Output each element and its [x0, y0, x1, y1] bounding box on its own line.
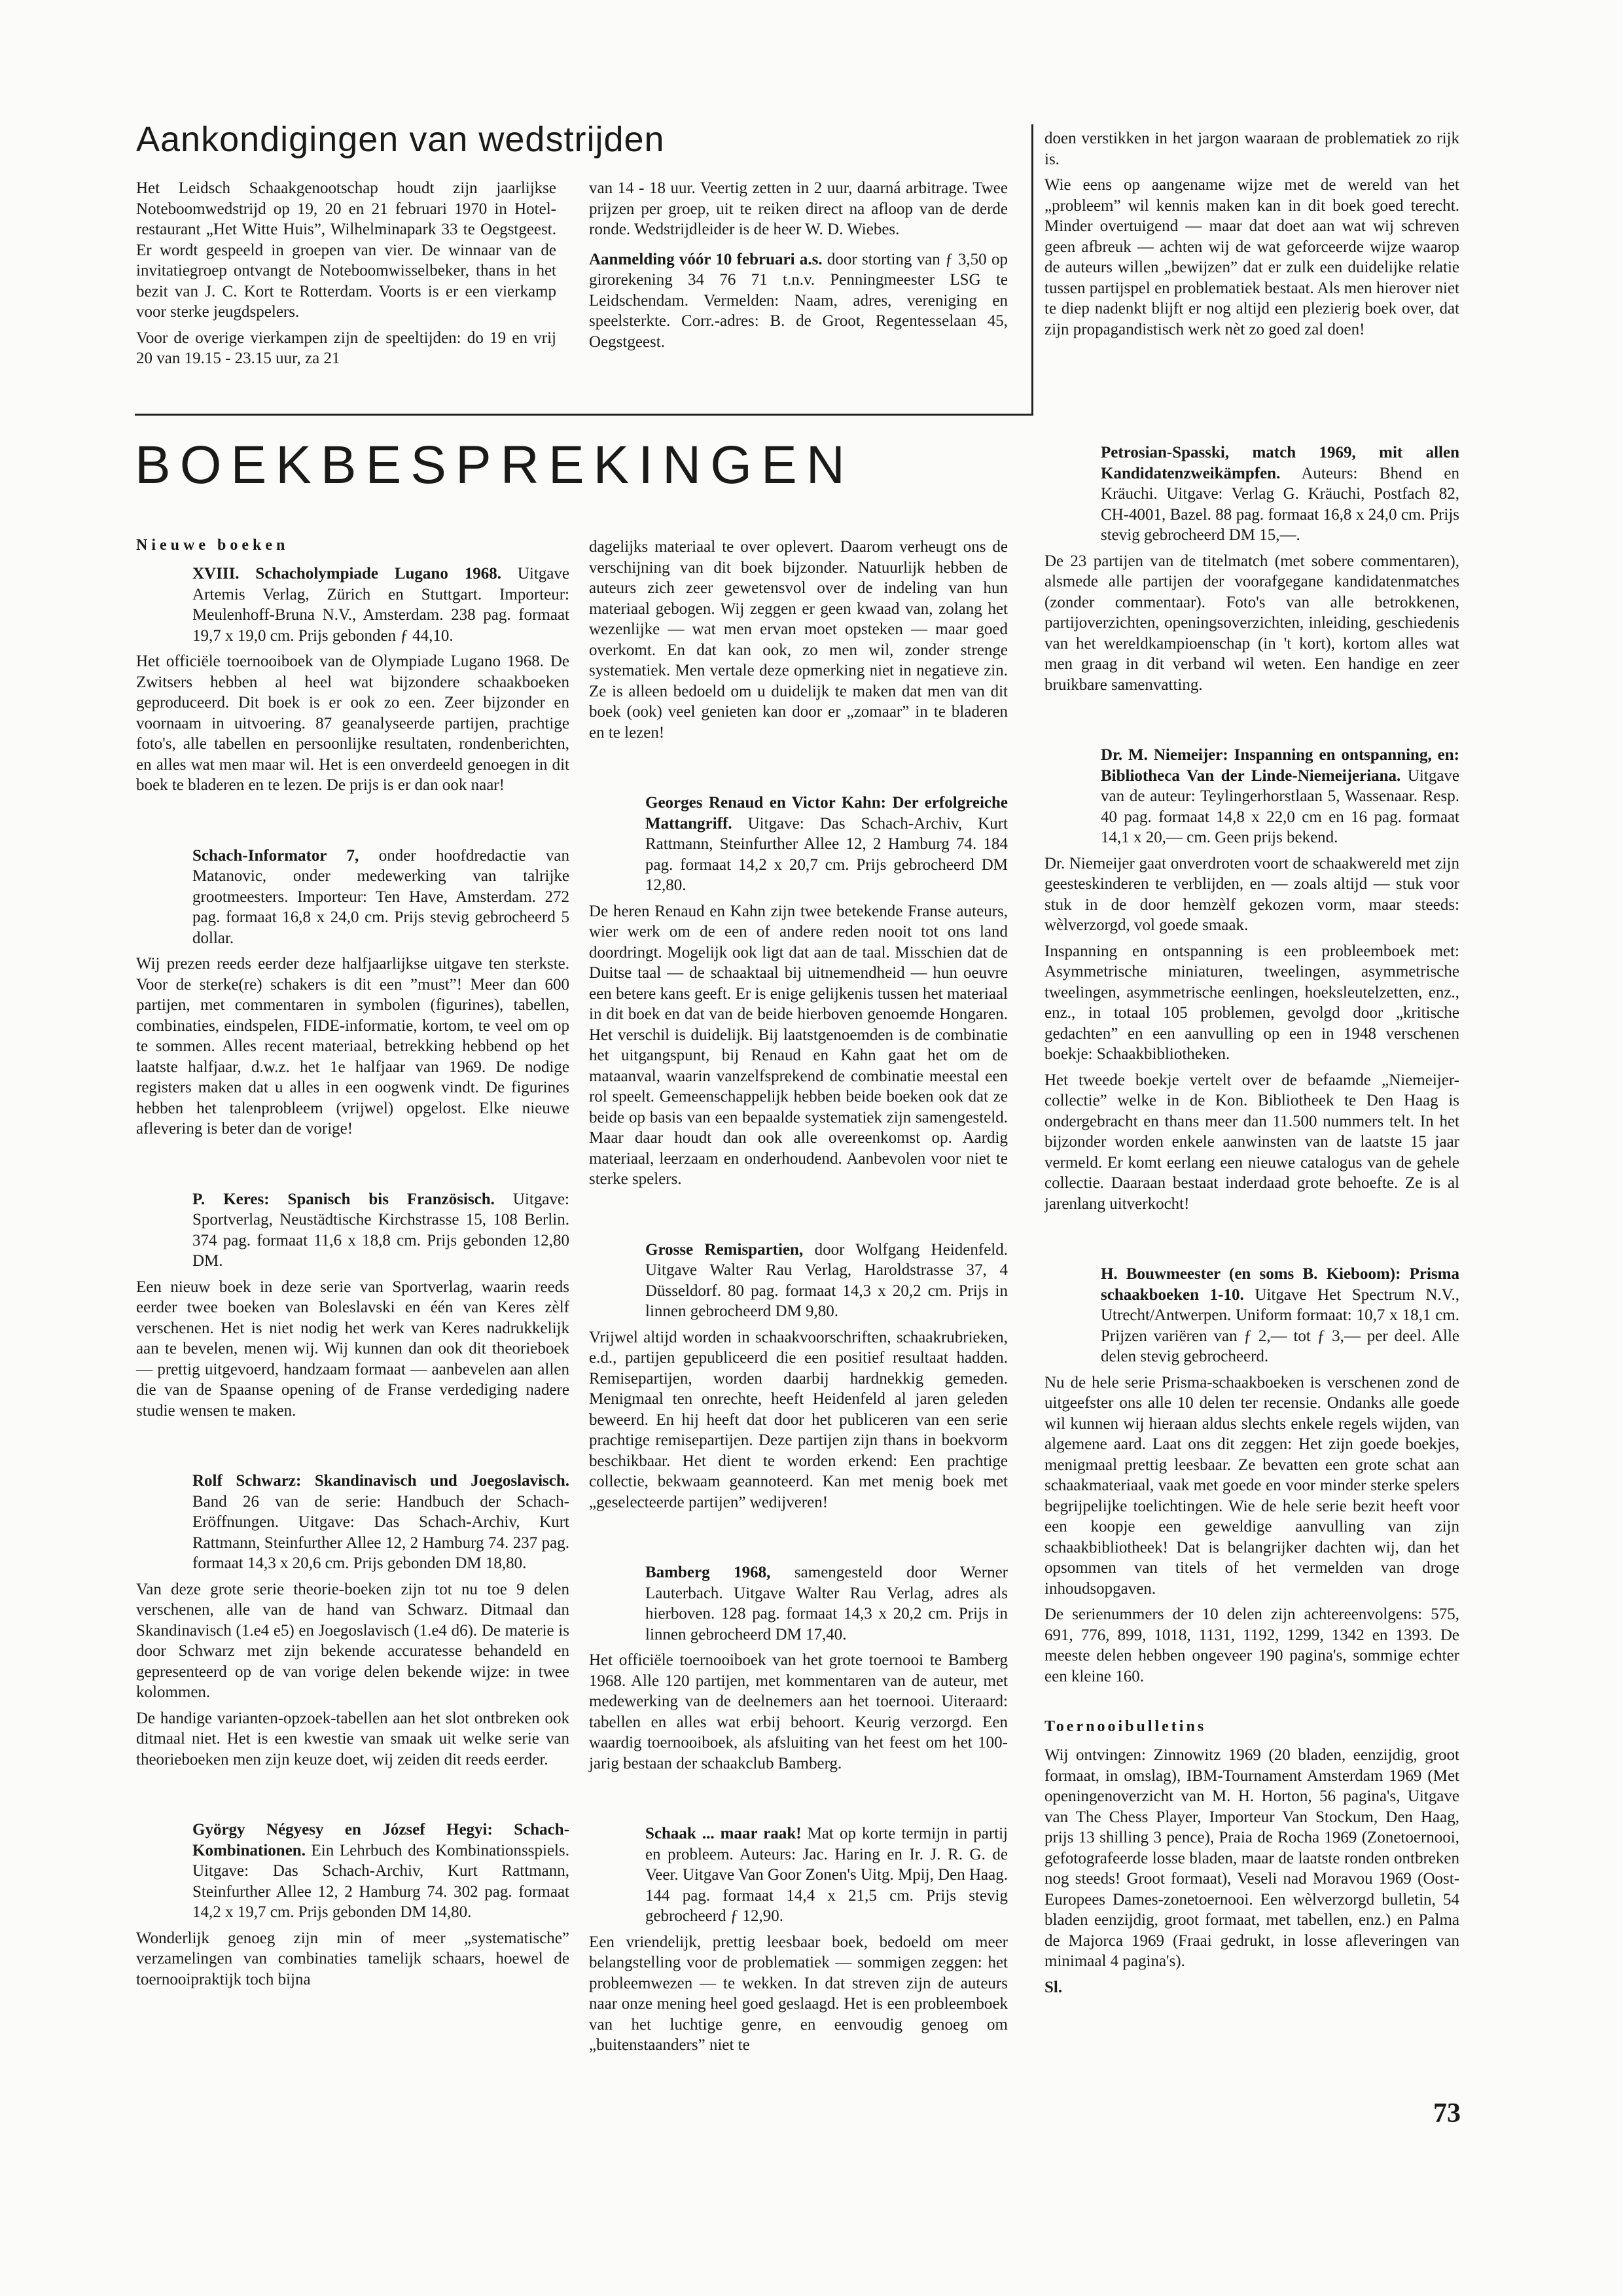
review-body: Een vriendelijk, prettig leesbaar boek, bedoeld om meer belangstelling voor de problematiek — sommigen zeggen: het probleemwezen — te wekken. In dat streven zijn de auteurs naar onze mening heel goed geslaagd. Het is een probleemboek van het luchtige genre, en eenvoudig genoeg om „buitenstaanders” niet te [589, 1933, 1008, 2054]
announcements-border-right [1031, 124, 1033, 416]
review-body: De handige varianten-opzoek-tabellen aan het slot ontbreken ook ditmaal niet. Het is een kwestie van smaak uit welke serie van theorieboeken men zijn keuze doet, wij zeiden dit reeds eerder. [136, 1709, 569, 1768]
review-title: P. Keres: Spanisch bis Französisch. [192, 1190, 495, 1208]
problematiek-continuation [1044, 128, 1459, 345]
review-title: H. Bouwmeester (en soms B. Kieboom): Prisma schaakboeken 1-10. [1101, 1265, 1459, 1304]
review-body: Vrijwel altijd worden in schaakvoorschriften, schaakrubrieken, e.d., partijen gepubliceerd die een positief resultaat hadden. Remisepartijen, worden daarbij hardnekkig gemeden. Menigmaal ten onrechte, heeft Heidenfeld al jaren geleden beweerd. En hij heeft dat door het publiceren van een serie prachtige remisepartijen. Deze partijen zijn thans in boekvorm beschikbaar. Het dient te worden erkend: Een prachtige collectie, bekwaam geannoteerd. Kan met menig boek met „geselecteerde partijen” wedijveren! [589, 1328, 1008, 1511]
announcement-paragraph: van 14 - 18 uur. Veertig zetten in 2 uur, daarná arbitrage. Twee prijzen per groep, uit te reiken direct na afloop van de derde ronde. Wedstrijdleider is de heer W. D. Wiebes. [589, 179, 1008, 238]
reviews-col-2 [589, 537, 1008, 2061]
review-body: Nu de hele serie Prisma-schaakboeken is verschenen zond de uitgeefster ons alle 10 delen ter recensie. Ondanks alle goede wil kunnen wij hieraan aldus slechts enkele regels wijden, van algemene aard. Laat ons dit zeggen: Het zijn goede boekjes, menigmaal prettig leesbaar. Ze bevatten een grote schat aan schaakmateriaal, vaak met goede en voor minder sterke spelers begrijpelijke toelichtingen. Wie de hele serie bezit heeft voor een koopje een geweldige aanvulling van zijn schaakbibliotheek! Dat is belangrijker dachten wij, dan het opsommen van titels of het vermelden van droge inhoudsopgaven. [1044, 1373, 1459, 1598]
spacer [136, 1145, 569, 1189]
section-title: BOEKBESPREKINGEN [135, 435, 854, 495]
review-title: Schaak ... maar raak! [645, 1825, 802, 1842]
registration-details: door storting van ƒ 3,50 op girorekening 34 76 71 t.n.v. Penningmeester LSG te Leidschendam. Vermelden: Naam, adres, vereniging en speelsterkte. Corr.-adres: B. de Groot, Regentesselaan 45, Oegstgeest. [589, 250, 1008, 351]
reviews-col-1 [136, 537, 569, 1995]
review-body: Van deze grote serie theorie-boeken zijn tot nu toe 9 delen verschenen, alle van de hand van Schwarz. Ditmaal dan Skandinavisch (1.e4 e5) en Joegoslavisch (1.e4 d6). De materie is door Schwarz met zijn bekende accuratesse behandeld en gepresenteerd op de van vorige delen bekende wijze: in twee kolommen. [136, 1580, 569, 1701]
review-meta: Band 26 van de serie: Handbuch der Schach-Eröffnungen. Uitgave: Das Schach-Archiv, Kurt Rattmann, Steinfurther Allee 12, 2 Hamburg 74. 237 pag. formaat 14,3 x 20,6 cm. Prijs gebonden DM 18,80. [192, 1492, 569, 1572]
announcement-paragraph: Het Leidsch Schaakgenootschap houdt zijn jaarlijkse Noteboomwedstrijd op 19, 20 en 21 februari 1970 in Hotel-restaurant „Het Witte Huis”, Wilhelminapark 33 te Oegstgeest. Er wordt gespeeld in groepen van vier. De winnaar van de invitatiegroep ontvangt de Noteboomwisselbeker, thans in het bezit van J. C. Kort te Rotterdam. Voorts is er een vierkamp voor sterke jeugdspelers. [136, 179, 556, 321]
spacer [136, 1775, 569, 1820]
review-header [136, 1471, 569, 1574]
bulletins-body: Wij ontvingen: Zinnowitz 1969 (20 bladen, eenzijdig, groot formaat, in omslag), IBM-Tournament Amsterdam 1969 (Met openingenoverzicht van M. H. Horton, 56 pagina's, Uitgave van The Chess Player, Importeur Van Stockum, Den Haag, prijs 13 shilling 3 pence), Praia de Rocha 1969 (Zonetoernooi, gefotografeerde losse bladen, maar de laatste ronden ontbreken nog steeds! Groot formaat), Veseli nad Moravou 1969 (Oost-Europees Dames-zonetoernooi. Een wèlverzorgd bulletin, 54 bladen eenzijdig, groot formaat, met tabellen, enz.) en Palma de Majorca 1969 (Fraai gedrukt, in losse afleveringen van minimaal 4 pagina's). [1044, 1746, 1459, 1970]
review-header [1044, 1264, 1459, 1367]
review-meta: onder hoofdredactie van Matanovic, onder medewerking van talrijke grootmeesters. Importeur: Ten Have, Amsterdam. 272 pag. formaat 16,8 x 24,0 cm. Prijs stevig gebrocheerd 5 dollar. [192, 846, 569, 947]
author-signature: Sl. [1044, 1978, 1063, 1996]
review-body: Het tweede boekje vertelt over de befaamde „Niemeijer-collectie” welke in de Kon. Bibliotheek te Den Haag is ondergebracht en thans meer dan 11.500 nummers telt. In het bijzonder worden enkele aanwinsten van de laatste 15 jaar vermeld. Er komt eerlang een nieuwe catalogus van de gehele collectie. Daaraan bestaat inderdaad grote behoefte. Ze is al jarenlang uitverkocht! [1044, 1071, 1459, 1213]
announcements-col-1 [136, 178, 556, 374]
review-body: Dr. Niemeijer gaat onverdroten voort de schaakwereld met zijn geesteskinderen te verblijden, en — zoals altijd — stuk voor stuk in de door hemzèlf gekozen vorm, maar steeds: wèlverzorgd, vol goede smaak. [1044, 854, 1459, 934]
review-meta: door Wolfgang Heidenfeld. Uitgave Walter Rau Verlag, Haroldstrasse 37, 4 Düsseldorf. 80 pag. formaat 14,3 x 20,2 cm. Prijs in linnen gebrocheerd DM 9,80. [645, 1240, 1008, 1320]
review-body: Een nieuw boek in deze serie van Sportverlag, waarin reeds eerder twee boeken van Boleslavski en één van Keres zèlf verschenen. Het is niet nodig het werk van Keres nadrukkelijk aan te bevelen, menen wij. Wij kunnen dan ook dit theorieboek — prettig uitgevoerd, handzaam formaat — aanbevelen aan allen die van de Spaanse opening of de Franse verdediging nadere studie wensen te maken. [136, 1278, 569, 1420]
review-title: Petrosian-Spasski, match 1969, mit allen Kandidatenzweikämpfen. [1101, 444, 1459, 482]
review-header [136, 1189, 569, 1272]
review-meta: Uitgave: Das Schach-Archiv, Kurt Rattmann, Steinfurther Allee 12, 2 Hamburg 74. 184 pag. formaat 14,2 x 20,7 cm. Prijs gebrocheerd DM 12,80. [645, 814, 1008, 894]
spacer [136, 1426, 569, 1471]
spacer [589, 1195, 1008, 1240]
review-body: dagelijks materiaal te over oplevert. Daarom verheugt ons de verschijning van dit boek bijzonder. Natuurlijk hebben de auteurs zich zeer gewetensvol over de indeling van hun materiaal gebogen. Wij zeggen er geen kwaad van, zolang het wezenlijke — wat men ervan moet opsteken — maar goed overkomt. En dat kan ook, zo men wil, zonder strenge systematiek. Men vertale deze opmerking niet in negatieve zin. Ze is alleen bedoeld om u duidelijk te maken dat men van dit boek (ook) veel genieten kan door er „zomaar” in te bladeren en te lezen! [589, 538, 1008, 742]
reviews-col-3 [1044, 442, 1459, 2003]
review-meta: samengesteld door Werner Lauterbach. Uitgave Walter Rau Verlag, adres als hierboven. 128 pag. formaat 14,3 x 20,2 cm. Prijs in linnen gebrocheerd DM 17,40. [645, 1564, 1008, 1643]
announcements-col-2 [589, 178, 1008, 357]
review-meta: Uitgave Artemis Verlag, Zürich en Stuttgart. Importeur: Meulenhoff-Bruna N.V., Amsterdam. 238 pag. formaat 19,7 x 19,0 cm. Prijs gebonden ƒ 44,10. [192, 565, 569, 645]
spacer [1044, 1219, 1459, 1264]
continuation-paragraph: doen verstikken in het jargon waaraan de problematiek zo rijk is. [1044, 130, 1459, 168]
review-body: Inspanning en ontspanning is een probleemboek met: Asymmetrische miniaturen, tweelingen, asymmetrische tweelingen, asymmetrische eenlingen, hoeksleutelzetten, enz., enz., in totaal 105 problemen, gevolgd door „kritische gedachten” en een aanvulling op een in 1948 verschenen boekje: Schaakbibliotheken. [1044, 942, 1459, 1063]
review-body: Het officiële toernooiboek van het grote toernooi te Bamberg 1968. Alle 120 partijen, met kommentaren van de auteur, met medewerking van de deelnemers aan het toernooi. Uiteraard: tabellen en alles wat erbij behoort. Keurig verzorgd. Een waardig toernooiboek, als afsluiting van het feest om het 100-jarig bestaan der schaakclub Bamberg. [589, 1651, 1008, 1772]
review-title: Schach-Informator 7, [192, 846, 359, 865]
announcements-title: Aankondigingen van wedstrijden [136, 120, 665, 159]
continuation-paragraph: Wie eens op aangename wijze met de wereld van het „probleem” wil kennis maken kan in dit boek goed terecht. Minder overtuigend — maar dat doet aan wat wij schreven geen afbreuk — achten wij de wat geforceerde wijze waarop de auteurs willen „bewijzen” dat er zulk een duidelijke relatie tussen partijspel en problematiek bestaat. Als men hierover niet te diep nadenkt blijft er nog altijd een plezierig boek over, dat zijn propagandistisch werk nèt zo goed zal doen! [1044, 176, 1459, 338]
review-meta: Uitgave: Sportverlag, Neustädtische Kirchstrasse 15, 108 Berlin. 374 pag. formaat 11,6 x 18,8 cm. Prijs gebonden 12,80 DM. [192, 1190, 569, 1270]
bulletins-heading: Toernooibulletins [1044, 1718, 1207, 1735]
review-title: Bamberg 1968, [645, 1564, 771, 1581]
review-title: Dr. M. Niemeijer: Inspanning en ontspanning, en: Bibliotheca Van der Linde-Niemeijeriana. [1101, 746, 1459, 785]
review-body: Het officiële toernooiboek van de Olympiade Lugano 1968. De Zwitsers hebben al heel wat bijzondere schaakboeken geproduceerd. Dit boek is er ook zo een. Zeer bijzonder en voornaam in uitvoering. 87 geanalyseerde partijen, prachtige foto's, alle tabellen en persoonlijke resultaten, rondenberichten, en alles wat men maar wil. Het is een onverdeeld genoegen in dit boek te bladeren en te lezen. De prijs is er dan ook naar! [136, 653, 569, 794]
announcements-border-bottom [135, 414, 1033, 416]
page-number: 73 [1433, 2098, 1461, 2128]
review-header [589, 1240, 1008, 1322]
announcement-paragraph: Voor de overige vierkampen zijn de speeltijden: do 19 en vrij 20 van 19.15 - 23.15 uur, za 21 [136, 329, 556, 367]
review-meta: Mat op korte termijn in partij en probleem. Auteurs: Jac. Haring en Ir. J. R. G. de Veer. Uitgave Van Goor Zonen's Uitg. Mpij, Den Haag. 144 pag. formaat 14,4 x 21,5 cm. Prijs stevig gebrocheerd ƒ 12,90. [645, 1825, 1008, 1925]
review-header [136, 564, 569, 646]
review-header [589, 1562, 1008, 1645]
spacer [589, 1779, 1008, 1823]
review-body: Wonderlijk genoeg zijn min of meer „systematische” verzamelingen van combinaties tamelijk schaars, hoewel de toernooipraktijk toch bijna [136, 1929, 569, 1988]
review-meta: Uitgave Het Spectrum N.V., Utrecht/Antwerpen. Uniform formaat: 10,7 x 18,1 cm. Prijzen variëren van ƒ 2,— tot ƒ 3,— per deel. Alle delen stevig gebrocheerd. [1101, 1285, 1459, 1365]
spacer [1044, 700, 1459, 745]
review-title: Georges Renaud en Victor Kahn: Der erfolgreiche Mattangriff. [645, 794, 1008, 833]
review-meta: Ein Lehrbuch des Kombinationsspiels. Uitgave: Das Schach-Archiv, Kurt Rattmann, Steinfurther Allee 12, 2 Hamburg 74. 302 pag. formaat 14,2 x 19,7 cm. Prijs gebonden DM 14,80. [192, 1841, 569, 1921]
review-meta: Uitgave van de auteur: Teylingerhorstlaan 5, Wassenaar. Resp. 40 pag. formaat 14,8 x 22,0 cm en 16 pag. formaat 14,1 x 20,— cm. Geen prijs bekend. [1101, 766, 1460, 846]
section-subtitle: Nieuwe boeken [136, 537, 289, 554]
review-body: De 23 partijen van de titelmatch (met sobere commentaren), alsmede alle partijen der voorafgegane kandidatenmatches (zonder commentaar). Foto's van alle betrokkenen, partijoverzichten, openingsoverzichten, inleiding, geschiedenis van het wereldkampioenschap (in 't kort), kortom alles wat men graag in dit verband wil weten. Een handige en zeer bruikbare samenvatting. [1044, 552, 1459, 694]
spacer [136, 801, 569, 846]
review-body: De heren Renaud en Kahn zijn twee betekende Franse auteurs, wier werk om de een of andere reden nooit tot ons land doordringt. Mogelijk ook ligt dat aan de taal. Misschien dat de Duitse taal — de schaaktaal bij uitnemendheid — hun oeuvre een betere kans geeft. Er is enige gelijkenis tussen het materiaal in dit boek en dat van de beide hierboven genoemde Hongaren. Het verschil is duidelijk. Bij laatstgenoemden is de combinatie het uitgangspunt, bij Renaud en Kahn gaat het om de mataanval, waarin vanzelfsprekend de combinatie meestal een rol speelt. Gemeenschappelijk hebben beide boeken ook dat ze beide op basis van een bepaalde systematiek zijn samengesteld. Maar daar houdt dan ook alle overeenkomst op. Aardig materiaal, leerzaam en onderhoudend. Aanbevolen voor niet te sterke spelers. [589, 902, 1008, 1188]
review-header [1044, 745, 1459, 848]
review-title: Grosse Remispartien, [645, 1240, 804, 1259]
spacer [1044, 1692, 1459, 1718]
review-header [589, 793, 1008, 896]
spacer [589, 1518, 1008, 1562]
announcement-registration [589, 249, 1008, 353]
review-meta: Auteurs: Bhend en Kräuchi. Uitgave: Verlag G. Kräuchi, Postfach 82, CH-4001, Bazel. 88 pag. formaat 16,8 x 24,0 cm. Prijs stevig gebrocheerd DM 15,—. [1101, 464, 1459, 544]
review-title: Rolf Schwarz: Skandinavisch und Joegoslavisch. [192, 1472, 569, 1490]
review-header [136, 1820, 569, 1923]
review-body: De serienummers der 10 delen zijn achtereenvolgens: 575, 691, 776, 899, 1018, 1131, 1192, 1299, 1342 en 1393. De meeste delen hebben ongeveer 190 pagina's, sommige echter een kleine 160. [1044, 1605, 1459, 1685]
review-body: Wij prezen reeds eerder deze halfjaarlijkse uitgave ten sterkste. Voor de sterke(re) schakers is dit een ”must”! Meer dan 600 partijen, met commentaren in symbolen (figurines), tabellen, combinaties, eindspelen, FIDE-informatie, kortom, te veel om op te sommen. Alles recent materiaal, betrekking hebbend op het laatste halfjaar, d.w.z. het 1e halfjaar van 1969. De nodige registers maken dat u alles in een oogwenk vindt. De figurines hebben het talenprobleem (vrijwel) opgelost. Elke nieuwe aflevering is beter dan de vorige! [136, 955, 569, 1138]
review-title: XVIII. Schacholympiade Lugano 1968. [192, 565, 501, 583]
spacer [589, 748, 1008, 793]
review-header [1044, 442, 1459, 546]
registration-deadline: Aanmelding vóór 10 februari a.s. [589, 250, 823, 268]
review-header [589, 1823, 1008, 1927]
review-header [136, 846, 569, 949]
review-title: György Négyesy en József Hegyi: Schach-Kombinationen. [192, 1821, 569, 1859]
